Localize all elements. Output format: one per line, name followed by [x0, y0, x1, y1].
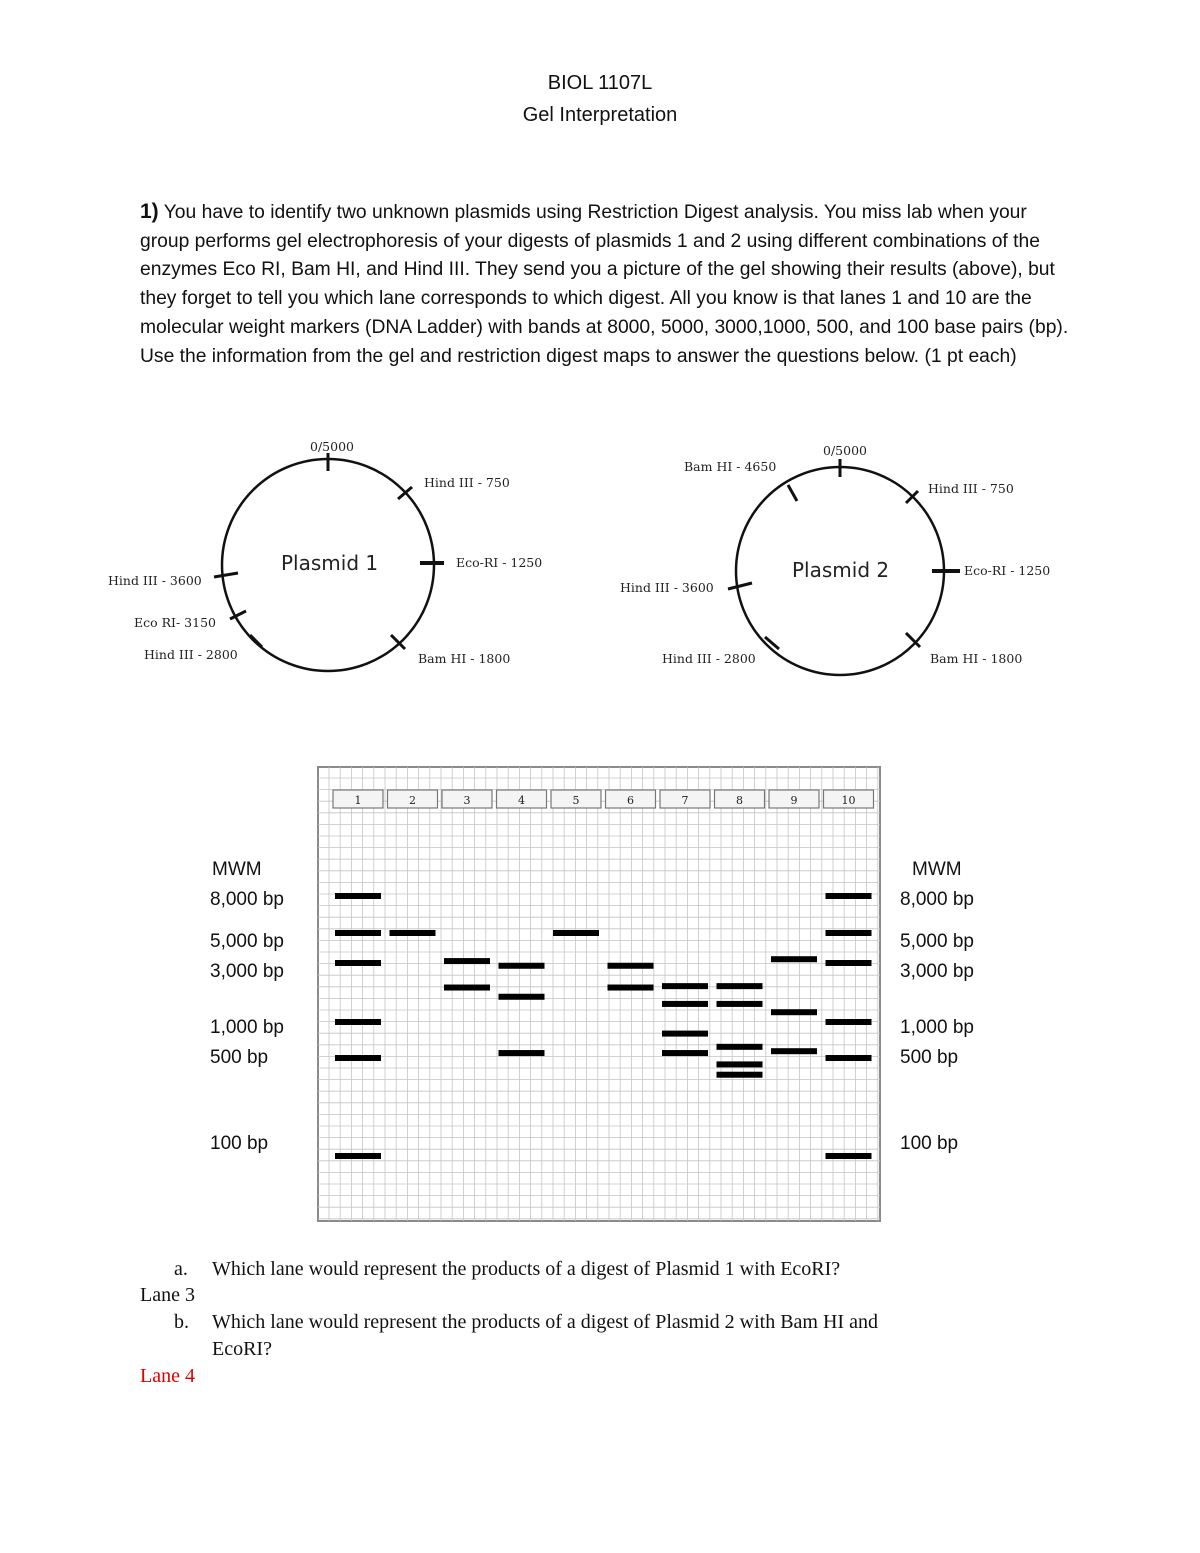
- gel-band-lane-9: [771, 956, 817, 962]
- gel-band-lane-9: [771, 1009, 817, 1015]
- mwm-label-right: 8,000 bp: [900, 889, 974, 910]
- mwm-title-right: MWM: [912, 859, 962, 880]
- plasmid-1-site: Hind III - 3600: [108, 573, 202, 588]
- answer-a: Lane 3: [140, 1284, 195, 1306]
- lane-label: 1: [354, 794, 362, 807]
- mwm-label-right: 1,000 bp: [900, 1017, 974, 1038]
- gel-band-lane-8: [717, 1061, 763, 1067]
- gel-band-lane-7: [662, 1031, 708, 1037]
- gel-band-lane-1: [335, 893, 381, 899]
- plasmid-2-origin-label: 0/5000: [823, 443, 867, 458]
- gel-band-lane-8: [717, 1072, 763, 1078]
- gel-band-lane-4: [499, 1050, 545, 1056]
- gel-band-lane-8: [717, 1044, 763, 1050]
- plasmid-2-site: Bam HI - 4650: [684, 459, 777, 474]
- gel-band-lane-4: [499, 963, 545, 969]
- lane-label: 7: [681, 794, 689, 807]
- gel-band-lane-1: [335, 930, 381, 936]
- gel-band-lane-1: [335, 960, 381, 966]
- gel-band-lane-10: [826, 1055, 872, 1061]
- gel-band-lane-3: [444, 958, 490, 964]
- question-text: You have to identify two unknown plasmids using Restriction Digest analysis. You miss lab when your group performs gel electrophoresis of your digests of plasmids 1 and 2 using different combinations of the enzymes Eco RI, Bam HI, and Hind III. They send you a picture of the gel showing their results (above), but they forget to tell you which lane corresponds to which digest. All you know is that lanes 1 and 10 are the molecular weight markers (DNA Ladder) with bands at 8000, 5000, 3000,1000, 500, and 100 base pairs (bp). Use the information from the gel and restriction digest maps to answer the questions below. (1 pt each): [140, 202, 1069, 367]
- plasmid-1-site: Eco-RI - 1250: [456, 555, 543, 570]
- gel-band-lane-1: [335, 1019, 381, 1025]
- lane-label: 6: [627, 794, 634, 807]
- plasmid-1-site: Eco RI- 3150: [134, 615, 216, 630]
- gel-band-lane-5: [553, 930, 599, 936]
- plasmid-1-site: Hind III - 2800: [144, 647, 238, 662]
- gel-band-lane-10: [826, 1019, 872, 1025]
- mwm-label-right: 3,000 bp: [900, 961, 974, 982]
- lane-label: 3: [463, 794, 471, 807]
- plasmid-2-site: Hind III - 3600: [620, 580, 714, 595]
- question-b-letter: b.: [174, 1311, 189, 1333]
- mwm-label-right: 5,000 bp: [900, 931, 974, 952]
- mwm-label-left: 100 bp: [210, 1133, 269, 1154]
- lane-label: 9: [790, 794, 798, 807]
- plasmid-2-title: Plasmid 2: [792, 558, 890, 582]
- page-title: Gel Interpretation: [522, 104, 678, 126]
- plasmid-1-site: Bam HI - 1800: [418, 651, 511, 666]
- gel-band-lane-3: [444, 985, 490, 991]
- gel-band-lane-10: [826, 1153, 872, 1159]
- plasmid-1-title: Plasmid 1: [281, 551, 379, 575]
- gel-band-lane-1: [335, 1055, 381, 1061]
- gel-band-lane-9: [771, 1048, 817, 1054]
- question-number: 1): [140, 200, 159, 223]
- gel-band-lane-7: [662, 983, 708, 989]
- answer-b: Lane 4: [140, 1365, 195, 1387]
- gel-band-lane-6: [608, 985, 654, 991]
- lane-label: 10: [841, 794, 856, 807]
- mwm-label-left: 500 bp: [210, 1047, 269, 1068]
- mwm-label-left: 8,000 bp: [210, 889, 284, 910]
- gel-band-lane-8: [717, 983, 763, 989]
- gel-band-lane-7: [662, 1050, 708, 1056]
- gel-band-lane-4: [499, 994, 545, 1000]
- plasmid-2-site: Hind III - 750: [928, 481, 1014, 496]
- mwm-label-right: 500 bp: [900, 1047, 959, 1068]
- gel-band-lane-7: [662, 1001, 708, 1007]
- lane-label: 5: [572, 794, 580, 807]
- plasmid-1-site: Hind III - 750: [424, 475, 510, 490]
- gel-band-lane-10: [826, 893, 872, 899]
- gel-band-lane-10: [826, 930, 872, 936]
- mwm-label-right: 100 bp: [900, 1133, 959, 1154]
- question-b-text-line2: EcoRI?: [212, 1338, 272, 1360]
- gel-band-lane-10: [826, 960, 872, 966]
- gel-frame: [318, 767, 880, 1221]
- lane-label: 2: [409, 794, 416, 807]
- lane-label: 8: [736, 794, 743, 807]
- mwm-label-left: 3,000 bp: [210, 961, 284, 982]
- plasmid-2-site: Bam HI - 1800: [930, 651, 1023, 666]
- question-a-letter: a.: [174, 1258, 188, 1280]
- mwm-label-left: 5,000 bp: [210, 931, 284, 952]
- mwm-label-left: 1,000 bp: [210, 1017, 284, 1038]
- lane-label: 4: [518, 794, 525, 807]
- question-a-text: Which lane would represent the products of a digest of Plasmid 1 with EcoRI?: [212, 1258, 841, 1280]
- question-b-text-line1: Which lane would represent the products of a digest of Plasmid 2 with Bam HI and: [212, 1311, 878, 1333]
- mwm-title-left: MWM: [212, 859, 262, 880]
- gel-band-lane-1: [335, 1153, 381, 1159]
- course-title: BIOL 1107L: [547, 72, 653, 94]
- gel-grid: [318, 767, 880, 1221]
- plasmid-2-site: Hind III - 2800: [662, 651, 756, 666]
- gel-band-lane-6: [608, 963, 654, 969]
- plasmid-2-site: Eco-RI - 1250: [964, 563, 1051, 578]
- plasmid-1-origin-label: 0/5000: [310, 439, 354, 454]
- gel-band-lane-2: [390, 930, 436, 936]
- gel-band-lane-8: [717, 1001, 763, 1007]
